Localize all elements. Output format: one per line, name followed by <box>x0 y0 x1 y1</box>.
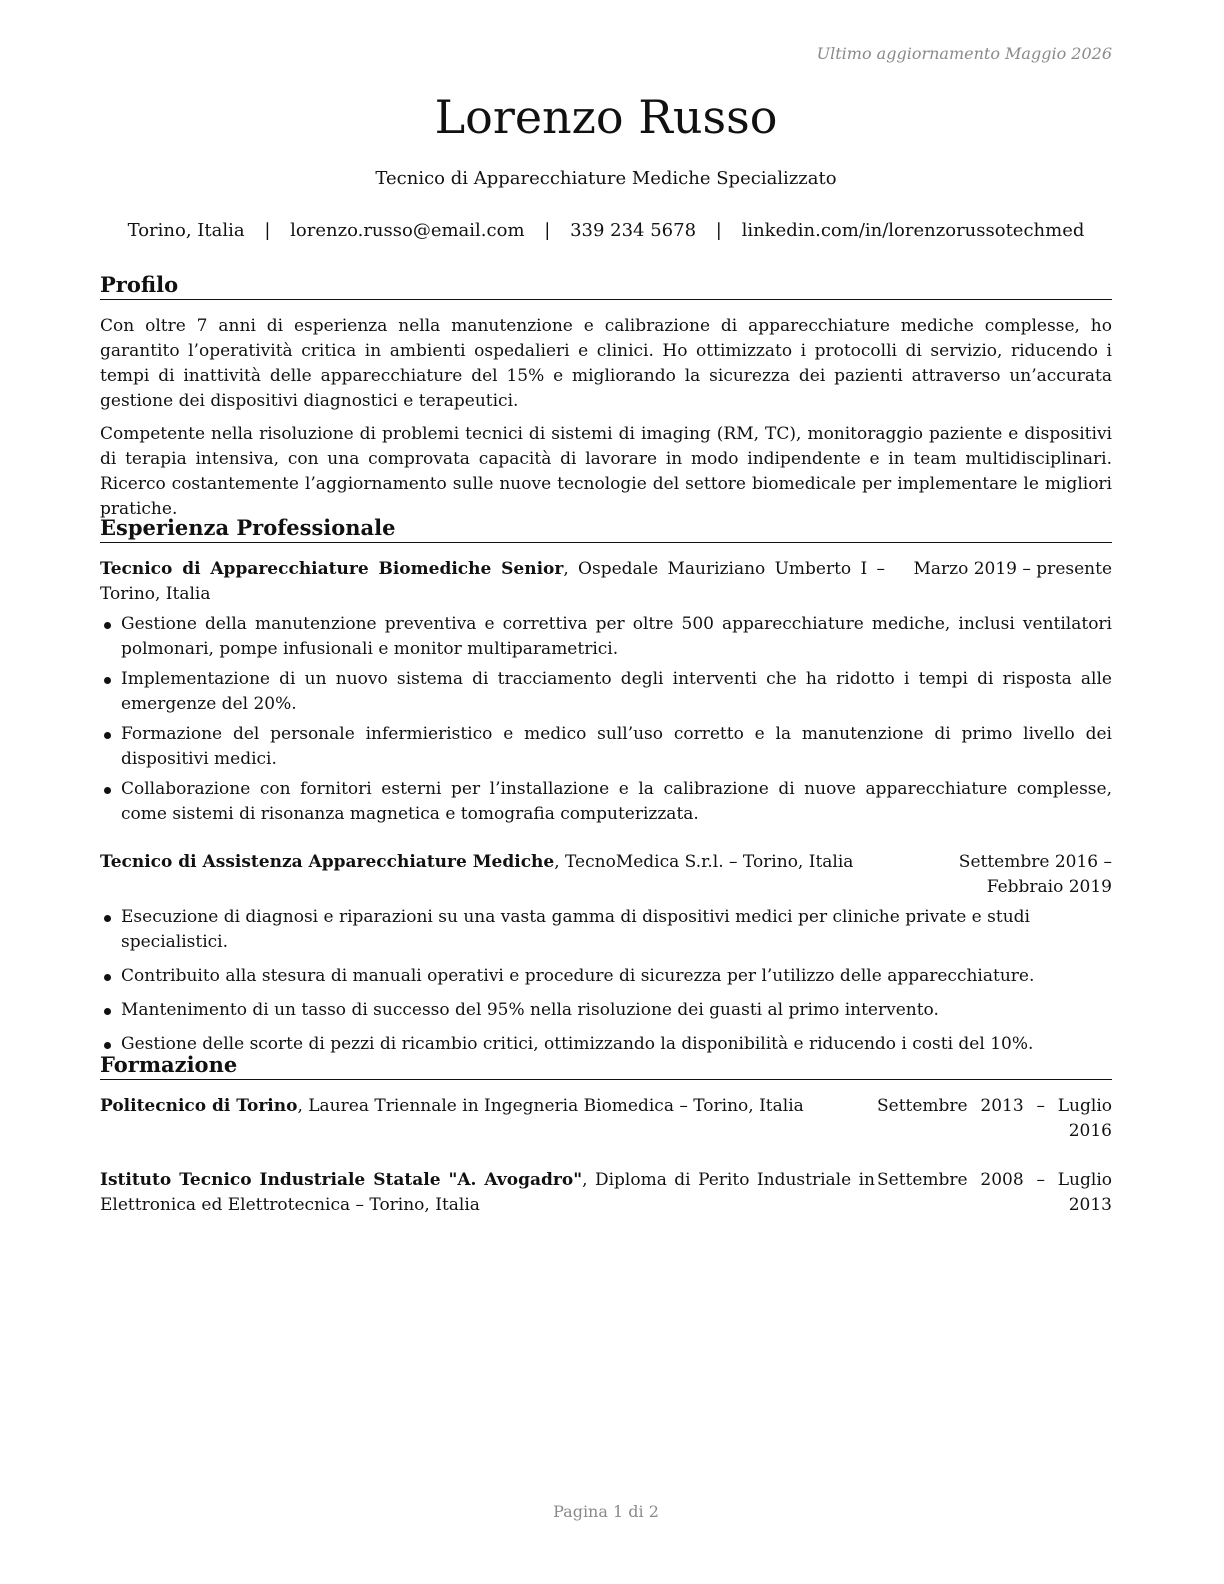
list-item: Gestione delle scorte di pezzi di ricambio critici, ottimizzando la disponibilità e riducendo i costi del 10%. <box>100 1032 1117 1057</box>
contact-location: Torino, Italia <box>127 220 245 241</box>
contact-separator: | <box>715 220 722 241</box>
education-detail: , Diploma di Perito Industriale in Elettronica ed Elettrotecnica – Torino, Italia <box>100 1170 875 1215</box>
list-item: Formazione del personale infermieristico e medico sull’uso corretto e la manutenzione di primo livello dei dispositivi medici. <box>100 722 1112 772</box>
job-bullets <box>100 905 1117 1057</box>
last-updated: Ultimo aggiornamento Maggio 2026 <box>816 44 1112 63</box>
education-item <box>100 1168 1112 1218</box>
section-title-experience: Esperienza Professionale <box>100 514 1112 543</box>
section-title-profile: Profilo <box>100 271 1112 300</box>
education-dates: Settembre 2008 – Luglio 2013 <box>877 1170 1112 1215</box>
job-dates: Settembre 2016 – Febbraio 2019 <box>958 852 1112 897</box>
contact-phone[interactable]: 339 234 5678 <box>570 220 697 241</box>
profile-paragraph-1: Con oltre 7 anni di esperienza nella manutenzione e calibrazione di apparecchiature mediche complesse, ho garantito l’operatività critica in ambienti ospedalieri e clinici. Ho ottimizzato i protocolli di servizio, riducendo i tempi di inattività delle apparecchiature del 15% e migliorando la sicurezza dei pazienti attraverso un’accurata gestione dei dispositivi diagnostici e terapeutici. <box>100 316 1112 411</box>
list-item: Esecuzione di diagnosi e riparazioni su una vasta gamma di dispositivi medici per cliniche private e studi specialistici. <box>100 905 1117 955</box>
profile-section <box>100 271 1112 522</box>
education-school-line <box>100 1094 875 1119</box>
job-org: , Ospedale Mauriziano Umberto I – Torino, Italia <box>100 559 885 604</box>
section-title-education: Formazione <box>100 1051 1112 1080</box>
job-role: Tecnico di Apparecchiature Biomediche Senior <box>100 559 564 579</box>
job-org: , TecnoMedica S.r.l. – Torino, Italia <box>554 852 854 872</box>
list-item: Gestione della manutenzione preventiva e correttiva per oltre 500 apparecchiature mediche, inclusi ventilatori polmonari, pompe infusionali e monitor multiparametrici. <box>100 612 1112 662</box>
job-role-line <box>100 850 885 875</box>
experience-section <box>100 514 1112 1057</box>
contact-email[interactable]: lorenzo.russo@email.com <box>290 220 525 241</box>
education-school-line <box>100 1168 875 1218</box>
education-section <box>100 1051 1112 1218</box>
job-role-line <box>100 557 885 607</box>
list-item: Collaborazione con fornitori esterni per l’installazione e la calibrazione di nuove apparecchiature complesse, come sistemi di risonanza magnetica e tomografia computerizzata. <box>100 777 1112 827</box>
education-dates: Settembre 2013 – Luglio 2016 <box>877 1096 1112 1141</box>
candidate-name: Lorenzo Russo <box>434 90 778 144</box>
list-item: Contribuito alla stesura di manuali operativi e procedure di sicurezza per l’utilizzo delle apparecchiature. <box>100 964 1117 989</box>
list-item: Mantenimento di un tasso di successo del 95% nella risoluzione dei guasti al primo intervento. <box>100 998 1117 1023</box>
job-bullets <box>100 612 1112 827</box>
education-item <box>100 1094 1112 1141</box>
page-number: Pagina 1 di 2 <box>553 1502 659 1521</box>
contact-separator: | <box>264 220 271 241</box>
education-school: Politecnico di Torino <box>100 1096 298 1116</box>
contact-separator: | <box>544 220 551 241</box>
job-header <box>100 557 1112 607</box>
profile-paragraph-2: Competente nella risoluzione di problemi tecnici di sistemi di imaging (RM, TC), monitoraggio paziente e dispositivi di terapia intensiva, con una comprovata capacità di lavorare in modo indipendente e in team multidisciplinari. Ricerco costantemente l’aggiornamento sulle nuove tecnologie del settore biomedicale per implementare le migliori pratiche. <box>100 424 1112 519</box>
education-school: Istituto Tecnico Industriale Statale "A. Avogadro" <box>100 1170 583 1190</box>
resume-page <box>100 0 1112 1584</box>
list-item: Implementazione di un nuovo sistema di tracciamento degli interventi che ha ridotto i tempi di risposta alle emergenze del 20%. <box>100 667 1112 717</box>
contact-linkedin[interactable]: linkedin.com/in/lorenzorussotechmed <box>741 220 1085 241</box>
education-detail: , Laurea Triennale in Ingegneria Biomedica – Torino, Italia <box>297 1096 804 1116</box>
contact-line <box>100 220 1112 241</box>
job-header <box>100 850 1112 897</box>
job-dates: Marzo 2019 – presente <box>913 559 1112 579</box>
job-role: Tecnico di Assistenza Apparecchiature Mediche <box>100 852 555 872</box>
job-title: Tecnico di Apparecchiature Mediche Specializzato <box>375 168 837 189</box>
